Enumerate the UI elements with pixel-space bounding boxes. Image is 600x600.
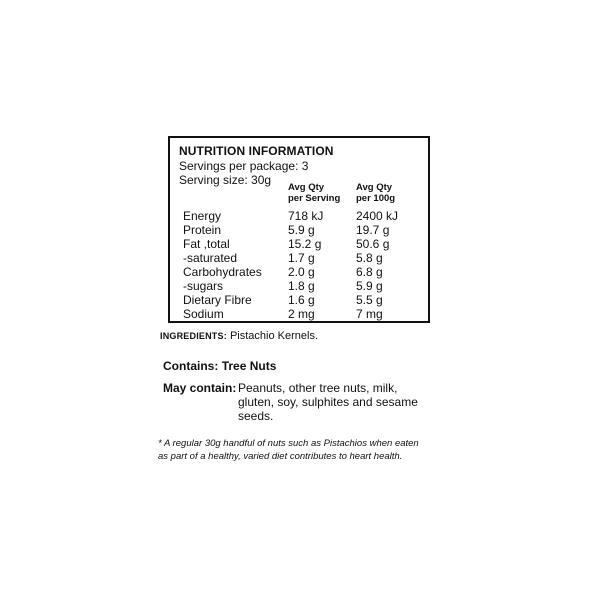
nutrient-per-100g: 2400 kJ [356,209,399,223]
contains-text: Tree Nuts [221,359,277,373]
column-header-line: per 100g [356,193,396,204]
nutrition-row-sugars [170,279,428,293]
nutrient-per-100g: 7 mg [356,307,383,321]
column-header-per-serving [288,182,340,204]
heart-health-footnote [158,437,419,463]
nutrient-name: Dietary Fibre [183,293,252,307]
nutrient-name: Carbohydrates [183,265,262,279]
nutrient-per-serving: 2.0 g [288,265,315,279]
contains-line [163,359,276,373]
nutrient-per-100g: 5.9 g [356,279,383,293]
may-contain-line: seeds. [238,409,274,423]
ingredients-label: INGREDIENTS: [160,331,227,341]
nutrient-per-serving: 5.9 g [288,223,315,237]
nutrient-name: Fat ,total [183,237,230,251]
nutrient-per-serving: 15.2 g [288,237,322,251]
nutrition-row-fat-total [170,237,428,251]
nutrient-name: -saturated [183,251,238,265]
nutrition-row-protein [170,223,428,237]
contains-label: Contains: [163,359,219,373]
nutrient-per-100g: 50.6 g [356,237,390,251]
nutrient-name: Energy [183,209,222,223]
nutrition-panel [168,136,430,323]
may-contain-label: May contain: [163,381,237,395]
servings-per-package: Servings per package: 3 [179,159,309,173]
nutrient-per-serving: 718 kJ [288,209,324,223]
nutrition-row-carbohydrates [170,265,428,279]
ingredients-text: Pistachio Kernels. [229,330,319,342]
nutrition-row-sodium [170,307,428,321]
footnote-line: * A regular 30g handful of nuts such as Pistachios when eaten [158,438,419,449]
nutrient-name: Protein [183,223,222,237]
ingredients-line [160,330,318,342]
nutrition-row-dietary-fibre [170,293,428,307]
column-header-line: Avg Qty [356,182,393,193]
nutrition-title: NUTRITION INFORMATION [179,144,334,158]
nutrient-per-serving: 1.7 g [288,251,315,265]
column-header-line: per Serving [288,193,341,204]
nutrient-per-100g: 5.8 g [356,251,383,265]
nutrient-per-100g: 19.7 g [356,223,390,237]
nutrition-row-energy [170,209,428,223]
column-header-per-100g [356,182,395,204]
may-contain-text [238,381,438,423]
serving-size: Serving size: 30g [179,173,272,187]
nutrition-row-saturated [170,251,428,265]
footnote-line: as part of a healthy, varied diet contributes to heart health. [158,451,403,462]
column-header-line: Avg Qty [288,182,325,193]
may-contain-line: gluten, soy, sulphites and sesame [238,395,418,409]
nutrient-per-100g: 5.5 g [356,293,383,307]
nutrient-per-100g: 6.8 g [356,265,383,279]
nutrient-per-serving: 1.8 g [288,279,315,293]
may-contain-line: Peanuts, other tree nuts, milk, [238,381,398,395]
nutrient-per-serving: 1.6 g [288,293,315,307]
nutrient-name: Sodium [183,307,224,321]
nutrient-name: -sugars [183,279,224,293]
nutrient-per-serving: 2 mg [288,307,315,321]
